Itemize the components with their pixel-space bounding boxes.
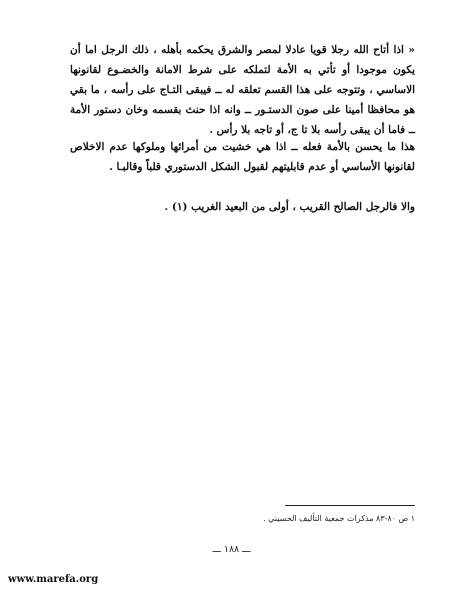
footnote-divider <box>285 505 415 506</box>
paragraph-3-text: والا فالرجل الصالح القريب ، أولى من البعيد الغريب (١) . <box>164 201 415 213</box>
paragraph-2-text: هذا ما يحسن بالأمة فعله ــ اذا هي خشيت من أمرائها وملوكها عدم الاخلاص لقانونها الأساسي أو عدم قابليتهم لقبول الشكل الدستوري قلباً وقالبـا . <box>70 141 415 173</box>
paragraph-1 <box>70 40 415 140</box>
watermark-url: www.marefa.org <box>8 574 99 585</box>
paragraph-2 <box>70 137 415 177</box>
paragraph-3 <box>70 197 415 217</box>
footnote: ١ ص ٨٠-٨٣ مذكرات جمعية التأليف الحسيني . <box>263 514 415 523</box>
paragraph-1-text: « اذا أتاح الله رجلا قويا عادلا لمصر والشرق يحكمه بأهله ، ذلك الرجل اما أن يكون موجودا أو تأتي به الأمة لتملكه على شرط الامانة والخضـوع لقانونها الاساسي ، وتتوجه على هذا القسم تعلقه له ــ فيبقى التـاج على رأسه ، ما بقي هو محافظا أمينا على صون الدستـور ــ وانه اذا حنث بقسمه وخان دستور الأمة ــ فاما أن يبقى رأسه بلا تا ج، أو تاجه بلا رأس . <box>70 44 415 136</box>
page-number: ـــ ١٨٨ ـــ <box>212 544 251 555</box>
